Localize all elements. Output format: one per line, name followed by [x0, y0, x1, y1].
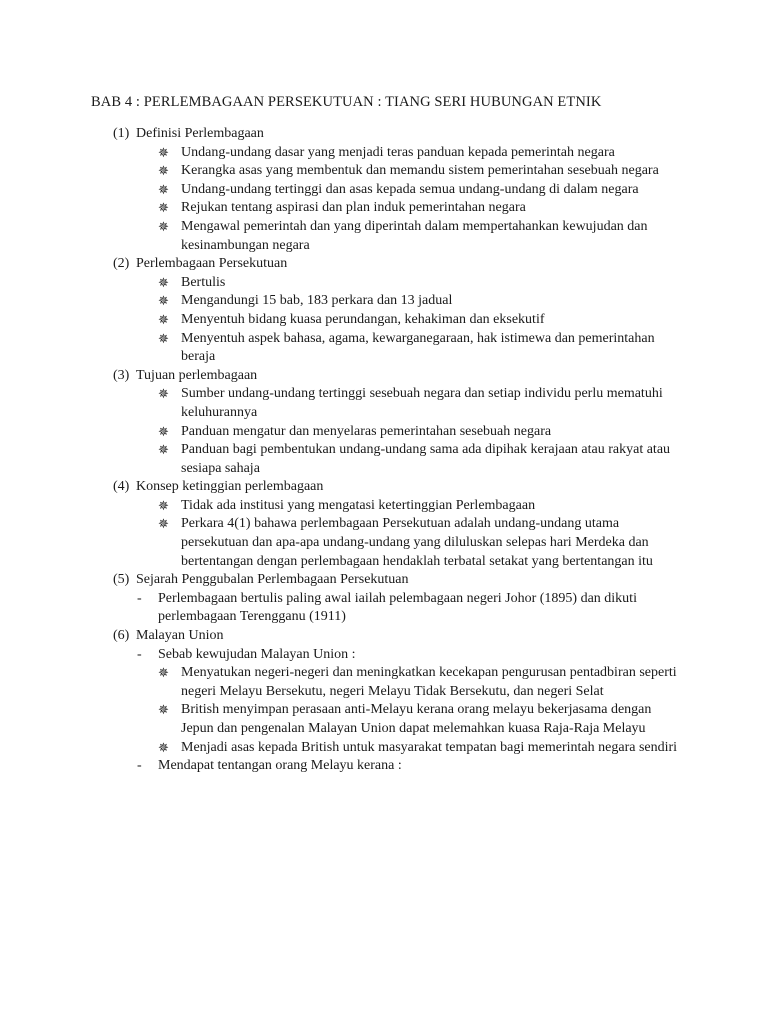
- dash-bullet: -: [137, 758, 142, 774]
- star-bullet-icon: ✵: [158, 181, 169, 197]
- star-bullet-icon: ✵: [158, 144, 169, 160]
- list-item-text: Rejukan tentang aspirasi dan plan induk pemerintahan negara: [181, 200, 526, 216]
- list-item-text: Kerangka asas yang membentuk dan memandu sistem pemerintahan sesebuah negara: [181, 163, 659, 179]
- star-bullet-icon: ✵: [158, 293, 169, 309]
- section-number: (3): [113, 367, 130, 383]
- list-item-text: Undang-undang tertinggi dan asas kepada semua undang-undang di dalam negara: [181, 181, 639, 197]
- bullet-list: [0, 385, 768, 478]
- list-item-text: Menyatukan negeri-negeri dan meningkatkan kecekapan pengurusan pentadbiran seperti negeri Melayu Bersekutu, negeri Melayu Tidak Bersekutu, dan negeri Selat: [181, 665, 677, 699]
- list-item: [0, 441, 768, 478]
- dash-item-text: Mendapat tentangan orang Melayu kerana :: [158, 758, 402, 774]
- section-number: (1): [113, 126, 130, 141]
- list-item-text: Perkara 4(1) bahawa perlembagaan Persekutuan adalah undang-undang utama persekutuan dan apa-apa undang-undang yang diluluskan selepas hari Merdeka dan bertentangan dengan perlembagaan hendaklah terbatal setakat yang bertentangan itu: [181, 516, 653, 569]
- section-heading: [0, 627, 768, 646]
- bullet-list: [0, 664, 768, 757]
- section-heading: [0, 125, 768, 144]
- star-bullet-icon: ✵: [158, 423, 169, 439]
- list-item-text: Mengandungi 15 bab, 183 perkara dan 13 jadual: [181, 293, 453, 309]
- section-title: Perlembagaan Persekutuan: [136, 256, 288, 272]
- star-bullet-icon: ✵: [158, 516, 169, 532]
- list-item-text: British menyimpan perasaan anti-Melayu kerana orang melayu bekerjasama dengan Jepun dan pengenalan Malayan Union dapat melemahkan kuasa Raja-Raja Melayu: [181, 702, 652, 736]
- page-title: BAB 4 : PERLEMBAGAAN PERSEKUTUAN : TIANG SERI HUBUNGAN ETNIK: [91, 94, 602, 110]
- section-heading: [0, 478, 768, 497]
- section-heading: [0, 255, 768, 274]
- star-bullet-icon: ✵: [158, 218, 169, 234]
- section-definisi: [0, 125, 768, 255]
- section-number: (4): [113, 479, 130, 495]
- list-item: [0, 274, 768, 293]
- list-item: [0, 292, 768, 311]
- dash-item-text: Perlembagaan bertulis paling awal iailah pelembagaan negeri Johor (1895) dan dikuti perlembagaan Terengganu (1911): [158, 590, 637, 625]
- list-item: [0, 664, 768, 701]
- star-bullet-icon: ✵: [158, 739, 169, 755]
- star-bullet-icon: ✵: [158, 665, 169, 681]
- bullet-list: [0, 144, 768, 256]
- section-malayan-union: [0, 627, 768, 776]
- section-title: Definisi Perlembagaan: [136, 126, 264, 141]
- section-konsep-ketinggian: [0, 478, 768, 571]
- star-bullet-icon: ✵: [158, 497, 169, 513]
- dash-bullet: -: [137, 646, 142, 662]
- bullet-list: [0, 274, 768, 367]
- list-item-text: Bertulis: [181, 274, 226, 290]
- list-item: [0, 423, 768, 442]
- list-item: [0, 181, 768, 200]
- list-item: [0, 144, 768, 163]
- list-item: [0, 739, 768, 758]
- star-bullet-icon: ✵: [158, 442, 169, 458]
- star-bullet-icon: ✵: [158, 386, 169, 402]
- list-item-text: Tidak ada institusi yang mengatasi ketertinggian Perlembagaan: [181, 497, 536, 513]
- list-item: [0, 162, 768, 181]
- section-sejarah: [0, 571, 768, 627]
- section-title: Konsep ketinggian perlembagaan: [136, 479, 324, 495]
- section-title: Malayan Union: [136, 628, 224, 644]
- list-item-text: Menyentuh aspek bahasa, agama, kewarganegaraan, hak istimewa dan pemerintahan beraja: [181, 330, 655, 365]
- section-perlembagaan-persekutuan: [0, 255, 768, 367]
- list-item-text: Panduan mengatur dan menyelaras pemerintahan sesebuah negara: [181, 423, 552, 439]
- section-tujuan: [0, 367, 768, 479]
- list-item: [0, 330, 768, 367]
- list-item: [0, 497, 768, 516]
- dash-list-item: [0, 590, 768, 627]
- star-bullet-icon: ✵: [158, 702, 169, 718]
- section-title: Tujuan perlembagaan: [136, 367, 258, 383]
- section-number: (5): [113, 572, 130, 588]
- star-bullet-icon: ✵: [158, 163, 169, 179]
- dash-list-item: [0, 757, 768, 776]
- list-item-text: Mengawal pemerintah dan yang diperintah dalam mempertahankan kewujudan dan kesinambungan negara: [181, 218, 648, 253]
- list-item: [0, 199, 768, 218]
- list-item: [0, 701, 768, 738]
- dash-list-item: [0, 646, 768, 665]
- list-item-text: Menyentuh bidang kuasa perundangan, kehakiman dan eksekutif: [181, 311, 545, 327]
- list-item: [0, 385, 768, 422]
- document-body: [0, 125, 768, 776]
- list-item-text: Undang-undang dasar yang menjadi teras panduan kepada pemerintah negara: [181, 144, 615, 160]
- section-heading: [0, 367, 768, 386]
- section-number: (6): [113, 628, 130, 644]
- dash-bullet: -: [137, 590, 142, 606]
- list-item: [0, 311, 768, 330]
- star-bullet-icon: ✵: [158, 311, 169, 327]
- section-number: (2): [113, 256, 130, 272]
- list-item: [0, 515, 768, 571]
- bullet-list: [0, 497, 768, 571]
- list-item-text: Menjadi asas kepada British untuk masyarakat tempatan bagi memerintah negara sendiri: [181, 739, 678, 755]
- dash-item-text: Sebab kewujudan Malayan Union :: [158, 646, 356, 662]
- section-heading: [0, 571, 768, 590]
- list-item-text: Sumber undang-undang tertinggi sesebuah negara dan setiap individu perlu mematuhi keluhurannya: [181, 386, 663, 420]
- star-bullet-icon: ✵: [158, 200, 169, 216]
- section-title: Sejarah Penggubalan Perlembagaan Persekutuan: [136, 572, 409, 588]
- list-item-text: Panduan bagi pembentukan undang-undang sama ada dipihak kerajaan atau rakyat atau sesiapa sahaja: [181, 442, 671, 476]
- list-item: [0, 218, 768, 255]
- star-bullet-icon: ✵: [158, 330, 169, 346]
- star-bullet-icon: ✵: [158, 274, 169, 290]
